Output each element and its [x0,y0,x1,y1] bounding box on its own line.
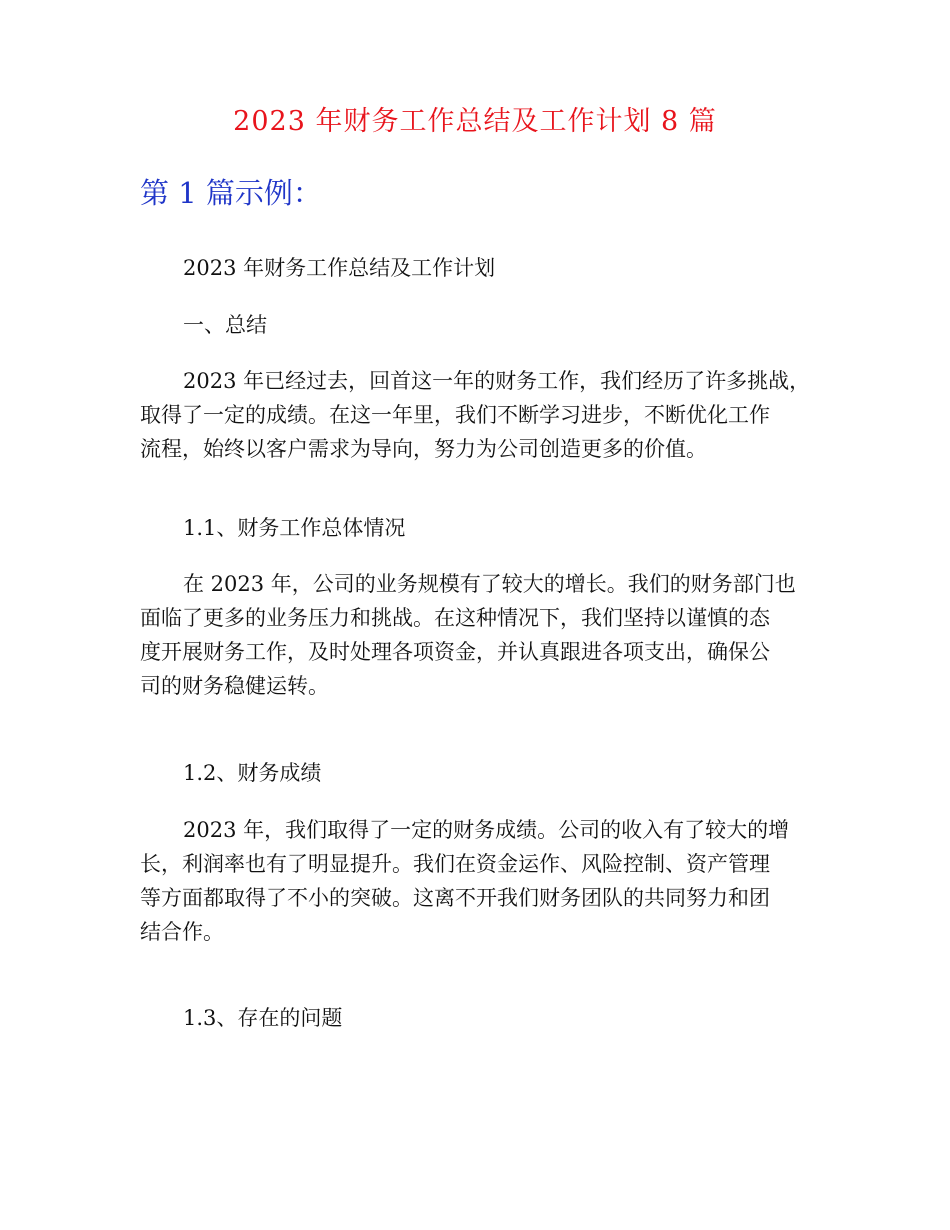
heading-overall-situation: 1.1、财务工作总体情况 [183,516,406,540]
paragraph-overall-situation [140,567,840,703]
heading-summary: 一、总结 [183,313,267,337]
paragraph-line: 2023 年，我们取得了一定的财务成绩。公司的收入有了较大的增 [183,818,790,842]
heading-financial-results: 1.2、财务成绩 [183,761,322,785]
subtitle: 2023 年财务工作总结及工作计划 [183,256,496,280]
paragraph-line: 流程，始终以客户需求为导向，努力为公司创造更多的价值。 [140,437,707,461]
paragraph-line: 等方面都取得了不小的突破。这离不开我们财务团队的共同努力和团 [140,886,770,910]
heading-existing-problems: 1.3、存在的问题 [183,1006,343,1030]
paragraph-line: 在 2023 年，公司的业务规模有了较大的增长。我们的财务部门也 [183,572,796,596]
paragraph-line: 面临了更多的业务压力和挑战。在这种情况下，我们坚持以谨慎的态 [140,606,770,630]
paragraph-line: 2023 年已经过去，回首这一年的财务工作，我们经历了许多挑战， [183,369,811,393]
paragraph-summary [140,364,840,466]
document-title: 2023 年财务工作总结及工作计划 8 篇 [233,106,717,137]
paragraph-line: 司的财务稳健运转。 [140,674,329,698]
paragraph-line: 度开展财务工作，及时处理各项资金，并认真跟进各项支出，确保公 [140,640,770,664]
paragraph-line: 长，利润率也有了明显提升。我们在资金运作、风险控制、资产管理 [140,852,770,876]
paragraph-line: 取得了一定的成绩。在这一年里，我们不断学习进步，不断优化工作 [140,403,770,427]
paragraph-financial-results [140,813,840,949]
section-heading: 第 1 篇示例： [140,176,322,210]
paragraph-line: 结合作。 [140,920,224,944]
